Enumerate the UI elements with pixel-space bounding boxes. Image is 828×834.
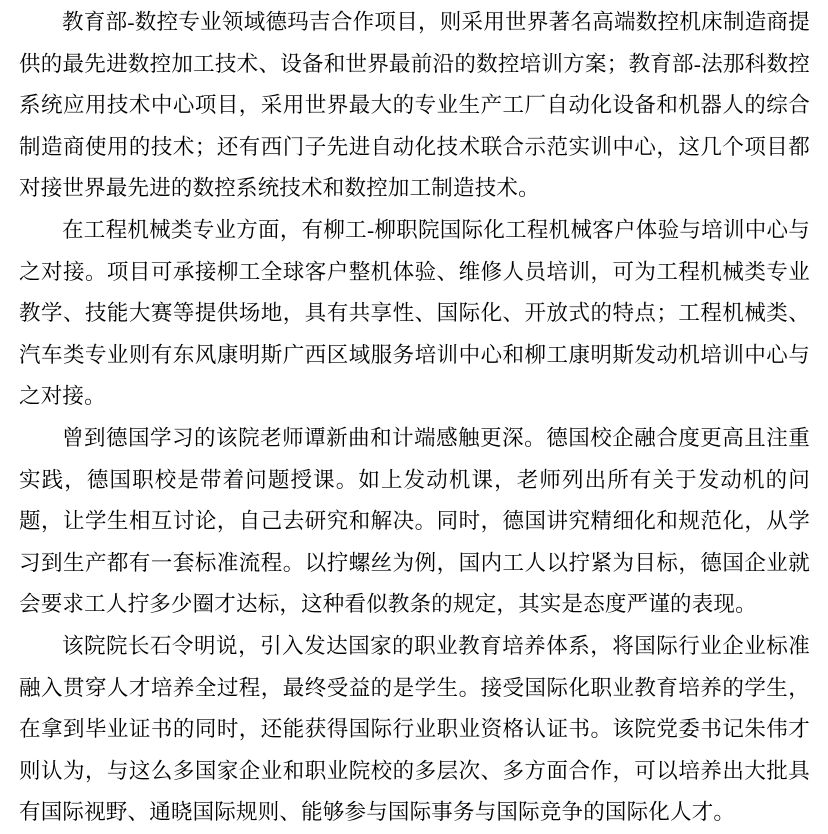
paragraph-machinery-training-centers: 在工程机械类专业方面，有柳工-柳职院国际化工程机械客户体验与培训中心与之对接。项目可承接柳工全球客户整机体验、维修人员培训，可为工程机械类专业教学、技能大赛等提供场地，具有共享性、国际化、开放式的特点；工程机械类、汽车类专业则有东风康明斯广西区域服务培训中心和柳工康明斯发动机培训中心与之对接。	[19, 217, 810, 409]
paragraph-president-quotes: 该院院长石令明说，引入发达国家的职业教育培养体系，将国际行业企业标准融入贯穿人才培养全过程，最终受益的是学生。接受国际化职业教育培养的学生，在拿到毕业证书的同时，还能获得国际行业职业资格认证书。该院党委书记朱伟才则认为，与这么多国家企业和职业院校的多层次、多方面合作，可以培养出大批具有国际视野、通晓国际规则、能够参与国际事务与国际竞争的国际化人才。	[19, 633, 810, 825]
paragraph-cnc-projects: 教育部-数控专业领域德玛吉合作项目，则采用世界著名高端数控机床制造商提供的最先进数控加工技术、设备和世界最前沿的数控培训方案；教育部-法那科数控系统应用技术中心项目，采用世界最大的专业生产工厂自动化设备和机器人的综合制造商使用的技术；还有西门子先进自动化技术联合示范实训中心，这几个项目都对接世界最先进的数控系统技术和数控加工制造技术。	[19, 10, 810, 201]
paragraph-germany-experience: 曾到德国学习的该院老师谭新曲和计端感触更深。德国校企融合度更高且注重实践，德国职校是带着问题授课。如上发动机课，老师列出所有关于发动机的问题，让学生相互讨论，自己去研究和解决。同时，德国讲究精细化和规范化，从学习到生产都有一套标准流程。以拧螺丝为例，国内工人以拧紧为目标，德国企业就会要求工人拧多少圈才达标，这种看似教条的规定，其实是态度严谨的表现。	[19, 425, 810, 617]
